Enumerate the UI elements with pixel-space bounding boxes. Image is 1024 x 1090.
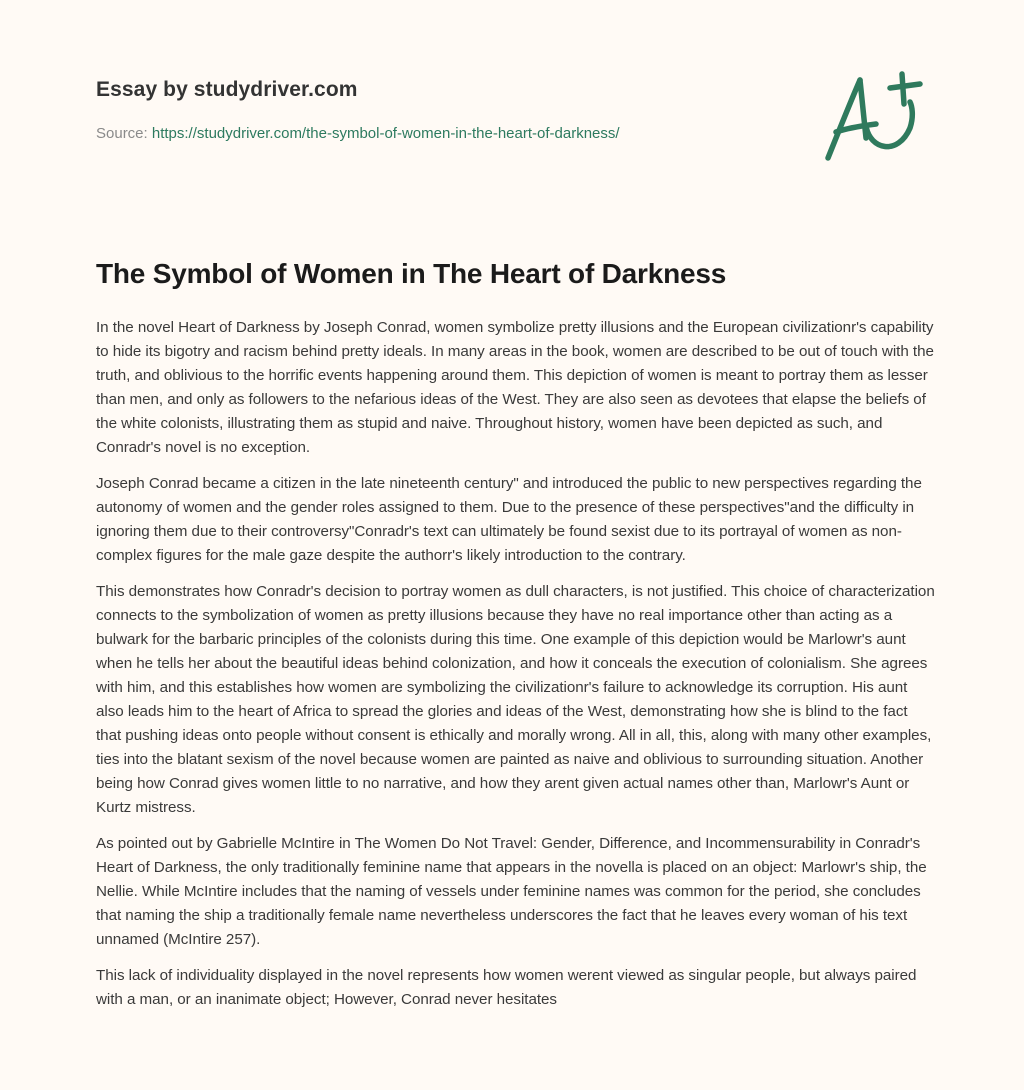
- a-plus-grade-icon: [818, 68, 928, 164]
- paragraph: As pointed out by Gabrielle McIntire in The Women Do Not Travel: Gender, Difference, and Incommensurability in Conradr's Heart of Darkness, the only traditionally feminine name that appears in the novella is placed on an object: Marlowr's ship, the Nellie. While McIntire includes that the naming of vessels under feminine names was common for the period, she concludes that naming the ship a traditionally female name nevertheless underscores the fact that he leaves every woman of his text unnamed (McIntire 257).: [96, 835, 927, 948]
- paragraph: This demonstrates how Conradr's decision to portray women as dull characters, is not justified. This choice of characterization connects to the symbolization of women as pretty illusions because they have no real importance other than acting as a bulwark for the barbaric principles of the colonists during this time. One example of this depiction would be Marlowr's aunt when he tells her about the beautiful ideas behind colonization, and how it conceals the execution of colonialism. She agrees with him, and this establishes how women are symbolizing the civilizationr's failure to acknowledge its corruption. His aunt also leads him to the heart of Africa to spread the glories and ideas of the West, demonstrating how she is blind to the fact that pushing ideas onto people without consent is ethically and morally wrong. All in all, this, along with many other examples, ties into the blatant sexism of the novel because women are painted as naive and oblivious to surrounding situation. Another being how Conrad gives women little to no narrative, and how they arent given actual names other than, Marlowr's Aunt or Kurtz mistress.: [96, 583, 935, 816]
- document-title: The Symbol of Women in The Heart of Darkness: [96, 258, 727, 289]
- paragraph: In the novel Heart of Darkness by Joseph Conrad, women symbolize pretty illusions and the European civilizationr's capability to hide its bigotry and racism behind pretty ideals. In many areas in the book, women are described to be out of touch with the truth, and oblivious to the horrific events happening around them. This depiction of women is meant to portray them as lesser than men, and only as followers to the nefarious ideas of the West. They are also seen as devotees that elapse the beliefs of the white colonists, illustrating them as stupid and naive. Throughout history, women have been depicted as such, and Conradr's novel is no exception.: [96, 319, 934, 456]
- essay-body: [96, 316, 936, 1024]
- source-line: [96, 124, 796, 144]
- source-link[interactable]: https://studydriver.com/the-symbol-of-women-in-the-heart-of-darkness/: [151, 125, 620, 142]
- paragraph: This lack of individuality displayed in the novel represents how women werent viewed as singular people, but always paired with a man, or an inanimate object; However, Conrad never hesitates: [96, 967, 917, 1008]
- paragraph: Joseph Conrad became a citizen in the late nineteenth century" and introduced the public to new perspectives regarding the autonomy of women and the gender roles assigned to them. Due to the presence of these perspectives"and the difficulty in ignoring them due to their controversy"Conradr's text can ultimately be found sexist due to its portrayal of women as non-complex figures for the male gaze despite the authorr's likely introduction to the contrary.: [96, 475, 922, 564]
- site-title: Essay by studydriver.com: [96, 78, 358, 101]
- page-header: [96, 76, 796, 144]
- source-label: Source:: [96, 125, 152, 142]
